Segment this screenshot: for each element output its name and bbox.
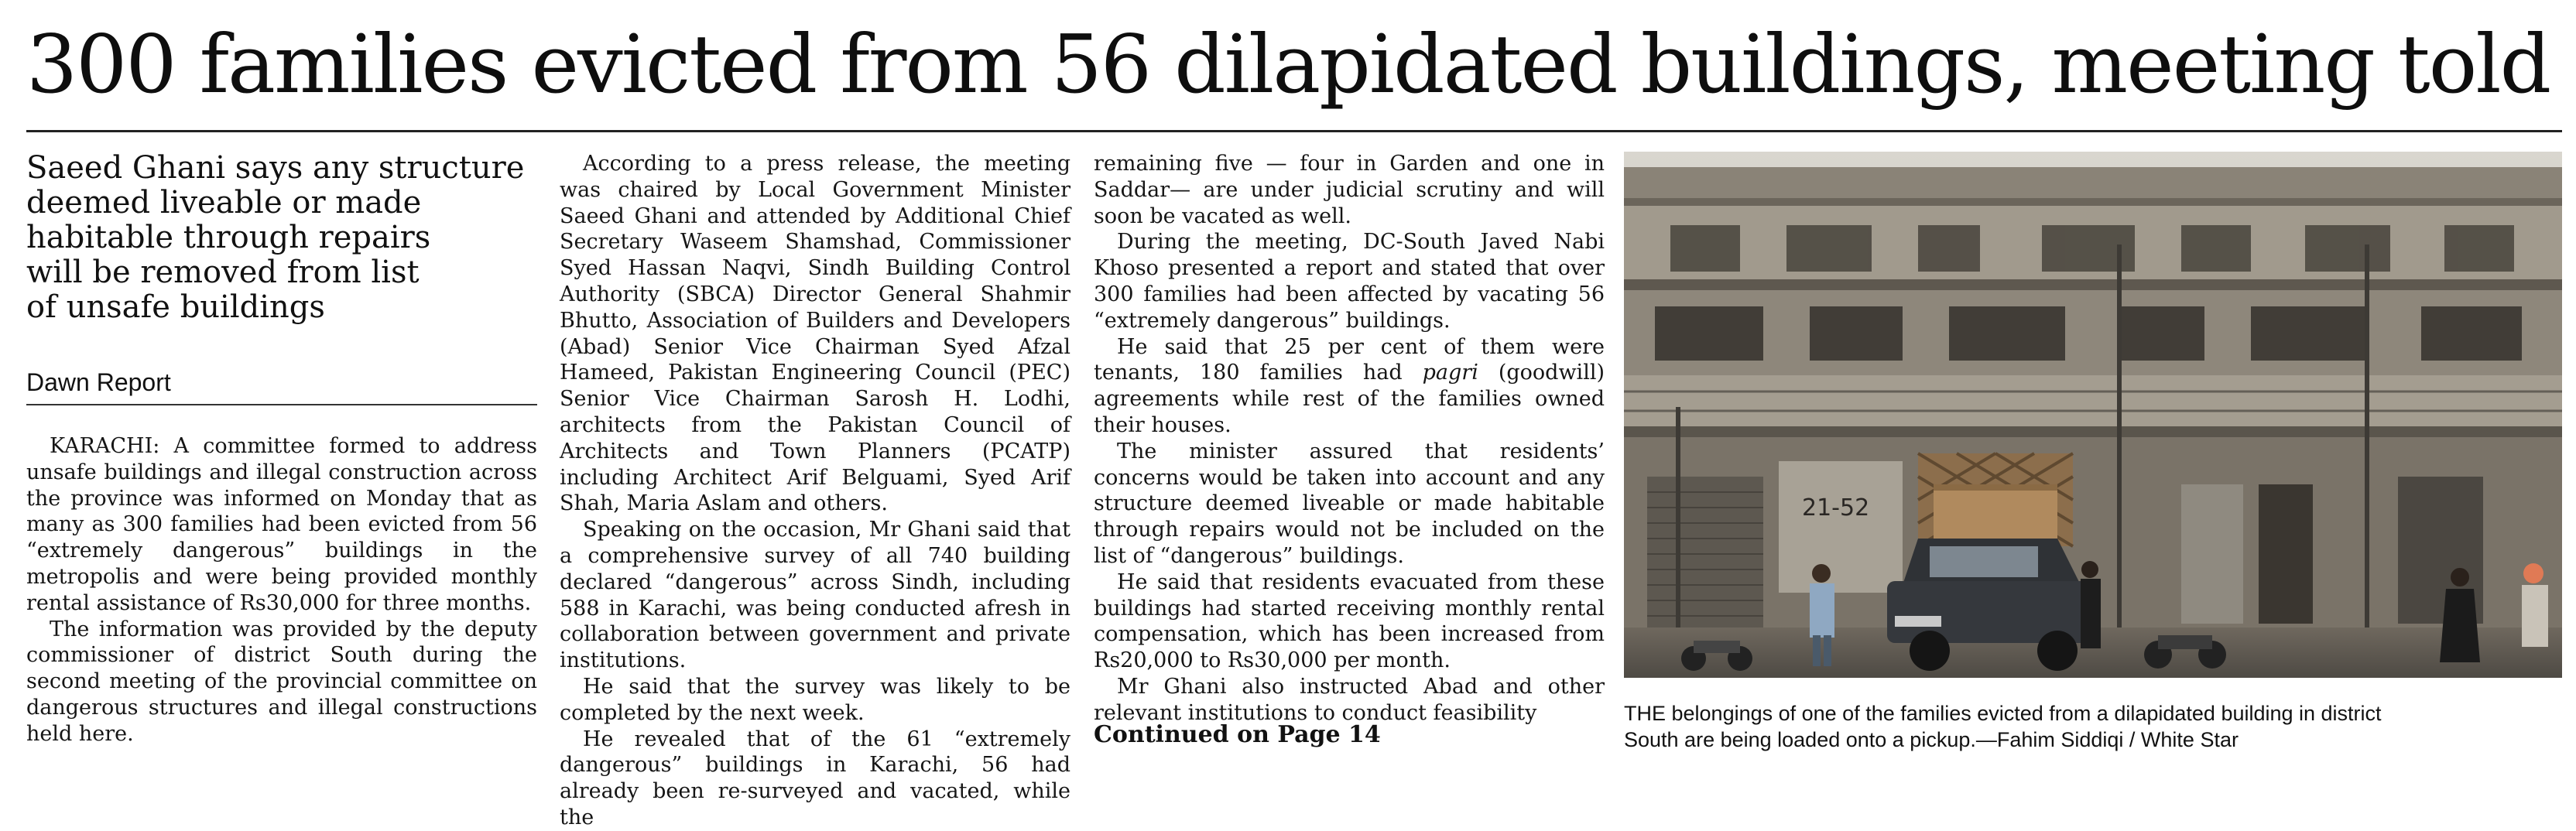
byline: Dawn Report [26, 368, 171, 396]
article-paragraph: He said that the survey was likely to be completed by the next week. [560, 674, 1070, 725]
standfirst-line: deemed liveable or made [26, 185, 422, 221]
article-paragraph: KARACHI: A committee formed to address unsafe buildings and illegal construction across the province was informed on Monday that as many as 300 families had been evicted from 56 “extremely dangerous” buildings in the metropolis and were being provided monthly rental assistance of Rs30,000 for three months. [26, 434, 537, 615]
article-column-1 [26, 433, 537, 747]
caption-line: South are being loaded onto a pickup.—Fahim Siddiqi / White Star [1624, 728, 2239, 751]
article-paragraph: Speaking on the occasion, Mr Ghani said that a comprehensive survey of all 740 building declared “dangerous” across Sindh, including 588 in Karachi, was being conducted afresh in collaboration between government and private institutions. [560, 518, 1070, 673]
standfirst-line: Saeed Ghani says any structure [26, 150, 525, 186]
article-paragraph [1094, 334, 1605, 439]
headline-rule [26, 130, 2562, 132]
continued-jump-link[interactable]: Continued on Page 14 [1094, 721, 1381, 748]
italic-term: pagri [1422, 361, 1478, 385]
byline-rule [26, 404, 537, 405]
text-run: (goodwill) agreements while rest of the families owned their houses. [1094, 361, 1605, 437]
wall-graffiti-text: 21-52 [1802, 494, 1870, 522]
article-column-3 [1094, 151, 1605, 727]
news-photo [1624, 152, 2562, 678]
article-paragraph: He revealed that of the 61 “extremely dangerous” buildings in Karachi, 56 had already been re-surveyed and vacated, while the [560, 727, 1070, 829]
standfirst-line: of unsafe buildings [26, 289, 325, 325]
standfirst-line: will be removed from list [26, 255, 420, 290]
standfirst-line: habitable through repairs [26, 220, 431, 255]
article-paragraph: He said that residents evacuated from these buildings had started receiving monthly rental compensation, which has been increased from Rs20,000 to Rs30,000 per month. [1094, 569, 1605, 673]
article-paragraph: remaining five — four in Garden and one in Saddar— are under judicial scrutiny and will soon be vacated as well. [1094, 152, 1605, 228]
standfirst [26, 151, 537, 325]
article-paragraph: The minister assured that residents’ concerns would be taken into account and any structure deemed liveable or made habitable through repairs would not be included on the list of “dangerous” buildings. [1094, 439, 1605, 568]
article-paragraph: According to a press release, the meeting was chaired by Local Government Minister Saeed Ghani and attended by Additional Chief Secretary Waseem Shamshad, Commissioner Syed Hassan Naqvi, Sindh Building Control Authority (SBCA) Director General Shahmir Bhutto, Association of Builders and Developers (Abad) Senior Vice Chairman Syed Afzal Hameed, Pakistan Engineering Council (PEC) Senior Vice Chairman Sarosh H. Lodhi, architects from the Pakistan Council of Architects and Town Planners (PCATP) including Architect Arif Belguami, Syed Arif Shah, Maria Aslam and others. [560, 152, 1070, 516]
article-paragraph: During the meeting, DC-South Javed Nabi Khoso presented a report and stated that over 300 families had been affected by vacating 56 “extremely dangerous” buildings. [1094, 230, 1605, 333]
text-run: He said that 25 per cent of them were tenants, 180 families had [1094, 334, 1605, 385]
article-column-2 [560, 151, 1070, 831]
photo-illustration [1624, 152, 2562, 678]
photo-caption [1624, 700, 2562, 753]
article-paragraph: Mr Ghani also instructed Abad and other relevant institutions to conduct feasibility [1094, 674, 1605, 725]
article-paragraph: The information was provided by the deputy commissioner of district South during the second meeting of the provincial committee on dangerous structures and illegal constructions held here. [26, 617, 537, 746]
caption-line: THE belongings of one of the families evicted from a dilapidated building in district [1624, 702, 2382, 725]
headline: 300 families evicted from 56 dilapidated buildings, meeting told [26, 17, 2550, 111]
